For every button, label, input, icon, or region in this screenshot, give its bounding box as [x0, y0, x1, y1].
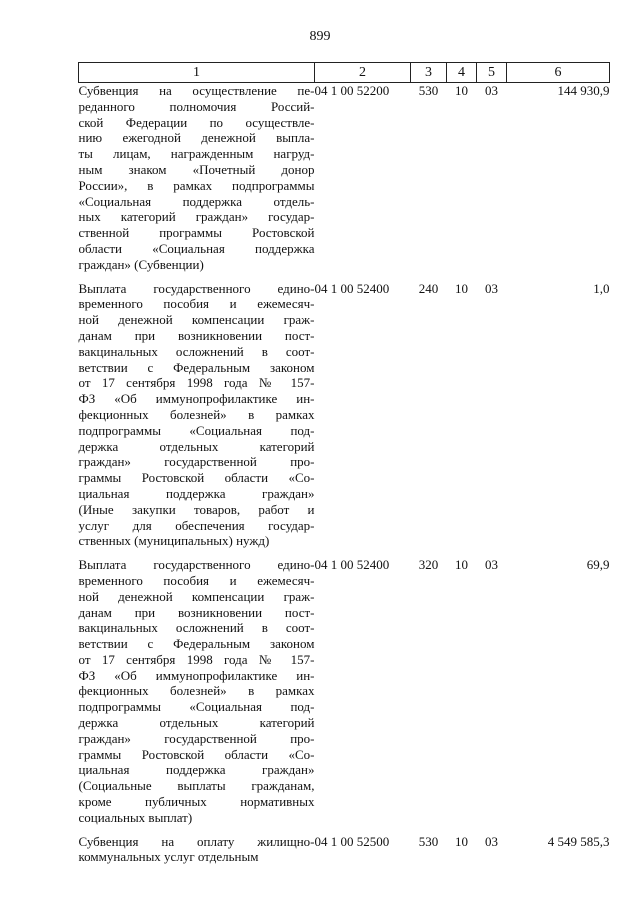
description-line: ветствии с Федеральным законом: [78, 359, 315, 375]
description-line: ных категорий граждан» государ-: [78, 209, 315, 225]
description-line: данам при возникновении пост-: [78, 604, 315, 620]
row-description: [79, 83, 315, 273]
description-line: Субвенция на осуществление пе-: [78, 83, 315, 98]
description-line: от 17 сентября 1998 года № 157-: [78, 651, 315, 667]
description-line: фекционных болезней» в рамках: [78, 406, 315, 422]
expense-type-code: 320: [418, 557, 439, 573]
description-line: (Социальные выплаты гражданам,: [78, 778, 315, 794]
column-header: 2: [315, 63, 411, 83]
subsection-code: 03: [485, 280, 498, 296]
description-line: ской Федерации по осуществле-: [78, 114, 315, 130]
description-line: данам при возникновении пост-: [78, 327, 315, 343]
description-line: социальных выплат): [78, 809, 193, 825]
section-code: 10: [455, 557, 468, 573]
amount-value: 1,0: [593, 280, 610, 296]
amount-value: 69,9: [586, 557, 610, 573]
table-row: [79, 557, 610, 826]
description-line: граммы Ростовской области «Со-: [78, 470, 315, 486]
section-code: 10: [455, 833, 468, 849]
description-line: фекционных болезней» в рамках: [78, 683, 315, 699]
subsection-code: 03: [485, 833, 498, 849]
row-description: [79, 557, 315, 826]
row-spacer: [79, 826, 610, 834]
budget-table: [78, 62, 610, 865]
section-code: 10: [455, 83, 468, 98]
description-line: временного пособия и ежемесяч-: [78, 296, 315, 312]
description-line: граждан» (Субвенции): [78, 256, 204, 272]
description-line: ФЗ «Об иммунопрофилактике ин-: [78, 667, 315, 683]
column-header: 1: [79, 63, 315, 83]
description-line: реданного полномочия Россий-: [78, 98, 315, 114]
amount-value: 144 930,9: [557, 83, 610, 98]
expense-type-code: 530: [418, 83, 439, 98]
description-line: России», в рамках подпрограммы: [78, 177, 315, 193]
description-line: (Иные закупки товаров, работ и: [78, 501, 315, 517]
description-line: ной денежной компенсации граж-: [78, 312, 315, 328]
column-header: 6: [507, 63, 610, 83]
page-number: 899: [309, 29, 331, 44]
description-line: «Социальная поддержка отдель-: [78, 193, 315, 209]
description-line: Субвенция на оплату жилищно-: [78, 833, 315, 849]
description-line: граждан» государственной про-: [78, 730, 315, 746]
subsection-code: 03: [485, 557, 498, 573]
table-body: [79, 83, 610, 866]
subsection-code: 03: [485, 83, 498, 98]
description-line: от 17 сентября 1998 года № 157-: [78, 375, 315, 391]
description-line: граждан» государственной про-: [78, 454, 315, 470]
description-line: Выплата государственного едино-: [78, 557, 315, 573]
description-line: ты лицам, награжденным нагруд-: [78, 146, 315, 162]
amount-value: 4 549 585,3: [547, 833, 610, 849]
description-line: вакцинальных осложнений в соот-: [78, 620, 315, 636]
description-line: граммы Ростовской области «Со-: [78, 746, 315, 762]
expense-type-code: 240: [418, 280, 439, 296]
description-line: подпрограммы «Социальная под-: [78, 422, 315, 438]
table-row: [79, 834, 610, 866]
table-header-row: [79, 63, 610, 83]
description-line: Выплата государственного едино-: [78, 280, 315, 296]
description-line: циальная поддержка граждан»: [78, 485, 315, 501]
description-line: ФЗ «Об иммунопрофилактике ин-: [78, 391, 315, 407]
target-article-code: 04 1 00 52200: [314, 83, 390, 98]
description-line: коммунальных услуг отдельным: [78, 849, 259, 865]
column-header: 4: [447, 63, 477, 83]
description-line: ным знаком «Почетный донор: [78, 161, 315, 177]
description-line: держка отдельных категорий: [78, 438, 315, 454]
target-article-code: 04 1 00 52400: [314, 557, 390, 573]
column-header: 3: [411, 63, 447, 83]
section-code: 10: [455, 280, 468, 296]
table-row: [79, 281, 610, 550]
description-line: ственных (муниципальных) нужд): [78, 533, 270, 549]
expense-type-code: 530: [418, 833, 439, 849]
row-spacer: [79, 273, 610, 281]
description-line: ветствии с Федеральным законом: [78, 636, 315, 652]
table-row: [79, 83, 610, 273]
description-line: подпрограммы «Социальная под-: [78, 699, 315, 715]
description-line: кроме публичных нормативных: [78, 794, 315, 810]
row-description: [79, 281, 315, 550]
description-line: вакцинальных осложнений в соот-: [78, 343, 315, 359]
description-line: услуг для обеспечения государ-: [78, 517, 315, 533]
description-line: нию ежегодной денежной выпла-: [78, 130, 315, 146]
target-article-code: 04 1 00 52400: [314, 280, 390, 296]
row-description: [79, 834, 315, 866]
row-spacer: [79, 549, 610, 557]
description-line: ственной программы Ростовской: [78, 225, 315, 241]
description-line: циальная поддержка граждан»: [78, 762, 315, 778]
description-line: области «Социальная поддержка: [78, 240, 315, 256]
target-article-code: 04 1 00 52500: [314, 833, 390, 849]
description-line: ной денежной компенсации граж-: [78, 588, 315, 604]
description-line: держка отдельных категорий: [78, 715, 315, 731]
column-header: 5: [477, 63, 507, 83]
description-line: временного пособия и ежемесяч-: [78, 572, 315, 588]
